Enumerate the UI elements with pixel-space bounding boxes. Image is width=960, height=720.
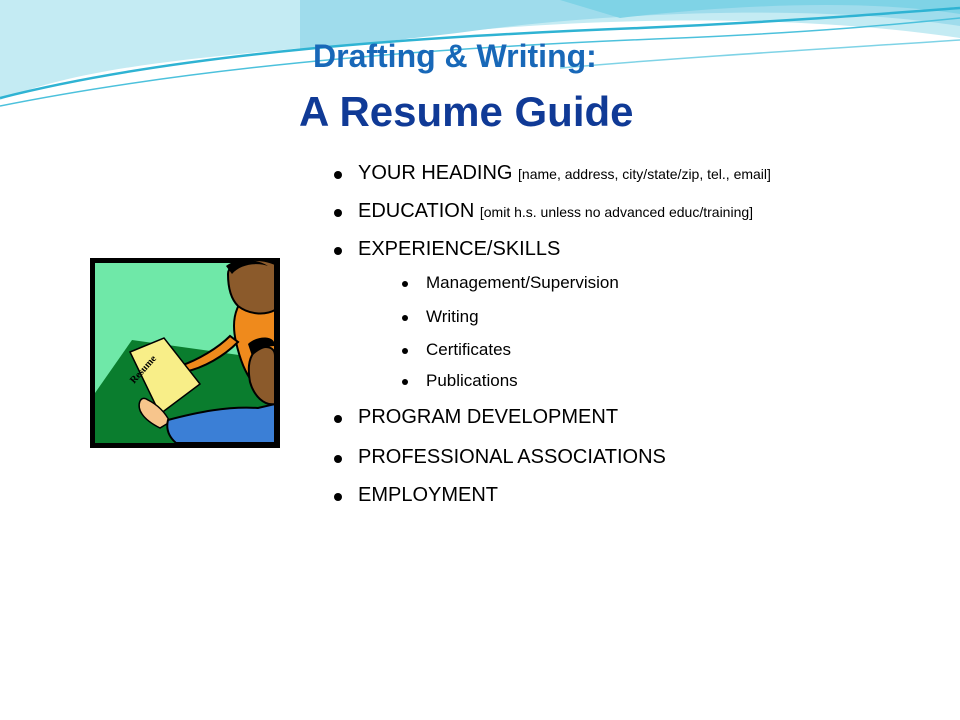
bullet-item bbox=[358, 406, 618, 429]
bullet-dot-icon bbox=[334, 171, 342, 179]
bullet-item bbox=[358, 446, 666, 469]
bullet-label: Writing bbox=[426, 307, 479, 326]
bullet-note: [name, address, city/state/zip, tel., email] bbox=[518, 166, 771, 182]
bullet-label: EXPERIENCE/SKILLS bbox=[358, 238, 561, 260]
bullet-label: YOUR HEADING bbox=[358, 162, 513, 184]
bullet-dot-icon bbox=[402, 379, 408, 385]
bullet-label: Publications bbox=[426, 371, 518, 390]
sub-bullet-item bbox=[426, 307, 479, 327]
bullet-label: EMPLOYMENT bbox=[358, 484, 499, 506]
sub-bullet-item bbox=[426, 273, 619, 293]
sub-bullet-item bbox=[426, 371, 518, 391]
bullet-label: PROGRAM DEVELOPMENT bbox=[358, 406, 619, 428]
bullet-dot-icon bbox=[334, 493, 342, 501]
resume-handoff-illustration bbox=[88, 256, 282, 450]
bullet-dot-icon bbox=[334, 209, 342, 217]
bullet-dot-icon bbox=[334, 455, 342, 463]
slide-title-line-1: Drafting & Writing: bbox=[313, 38, 597, 74]
bullet-item bbox=[358, 238, 560, 261]
bullet-label: EDUCATION bbox=[358, 200, 475, 222]
bullet-label: Management/Supervision bbox=[426, 273, 619, 292]
sub-bullet-item bbox=[426, 340, 511, 360]
bullet-item bbox=[358, 484, 498, 507]
bullet-label: Certificates bbox=[426, 340, 512, 359]
bullet-dot-icon bbox=[402, 281, 408, 287]
slide-title-line-2: A Resume Guide bbox=[299, 88, 634, 135]
bullet-item bbox=[358, 162, 771, 185]
bullet-dot-icon bbox=[334, 247, 342, 255]
bullet-label: PROFESSIONAL ASSOCIATIONS bbox=[358, 446, 666, 468]
bullet-item bbox=[358, 200, 753, 223]
bullet-note: [omit h.s. unless no advanced educ/training] bbox=[479, 204, 754, 220]
bullet-dot-icon bbox=[402, 348, 408, 354]
bullet-dot-icon bbox=[334, 415, 342, 423]
bullet-dot-icon bbox=[402, 315, 408, 321]
resume-paper-label: Resume bbox=[128, 353, 159, 387]
